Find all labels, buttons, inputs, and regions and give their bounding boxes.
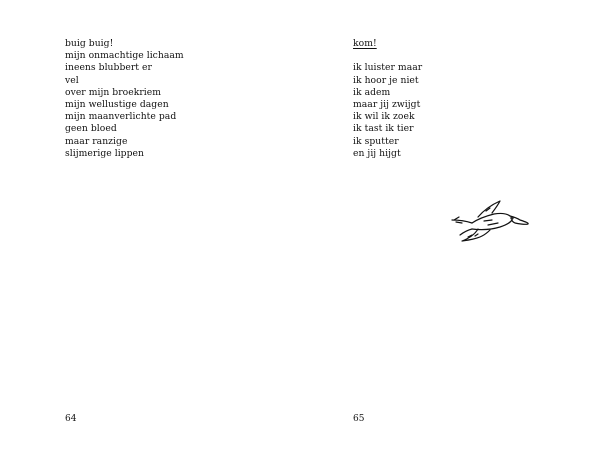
poem-line: mijn wellustige dagen: [65, 99, 169, 111]
page-number-left: 64: [65, 414, 77, 424]
poem-line: ik luister maar: [353, 62, 423, 74]
poem-line: slijmerige lippen: [65, 147, 145, 159]
poem-line: mijn maanverlichte pad: [65, 111, 177, 123]
poem-line: en jij hijgt: [353, 147, 401, 159]
left-poem: [65, 38, 184, 160]
poem-line: geen bloed: [65, 123, 117, 135]
poem-line: vel: [65, 74, 79, 86]
poem-line: ineens blubbert er: [65, 62, 152, 74]
poem-line: buig buig!: [65, 38, 114, 49]
poem-line: maar jij zwijgt: [353, 99, 421, 110]
poem-line: maar ranzige: [65, 135, 128, 147]
poem-line: ik wil ik zoek: [353, 111, 415, 123]
poem-line: ik sputter: [353, 135, 399, 147]
right-poem: [353, 38, 422, 160]
poem-line: mijn onmachtige lichaam: [65, 50, 184, 62]
page-number-right: 65: [353, 414, 365, 424]
bird-drawing-icon: [448, 196, 530, 246]
poem-line: ik tast ik tier: [353, 123, 414, 135]
poem-title: kom!: [353, 38, 377, 49]
poem-line: ik adem: [353, 86, 391, 98]
poem-line: ik hoor je niet: [353, 74, 419, 86]
poem-line: over mijn broekriem: [65, 86, 162, 98]
